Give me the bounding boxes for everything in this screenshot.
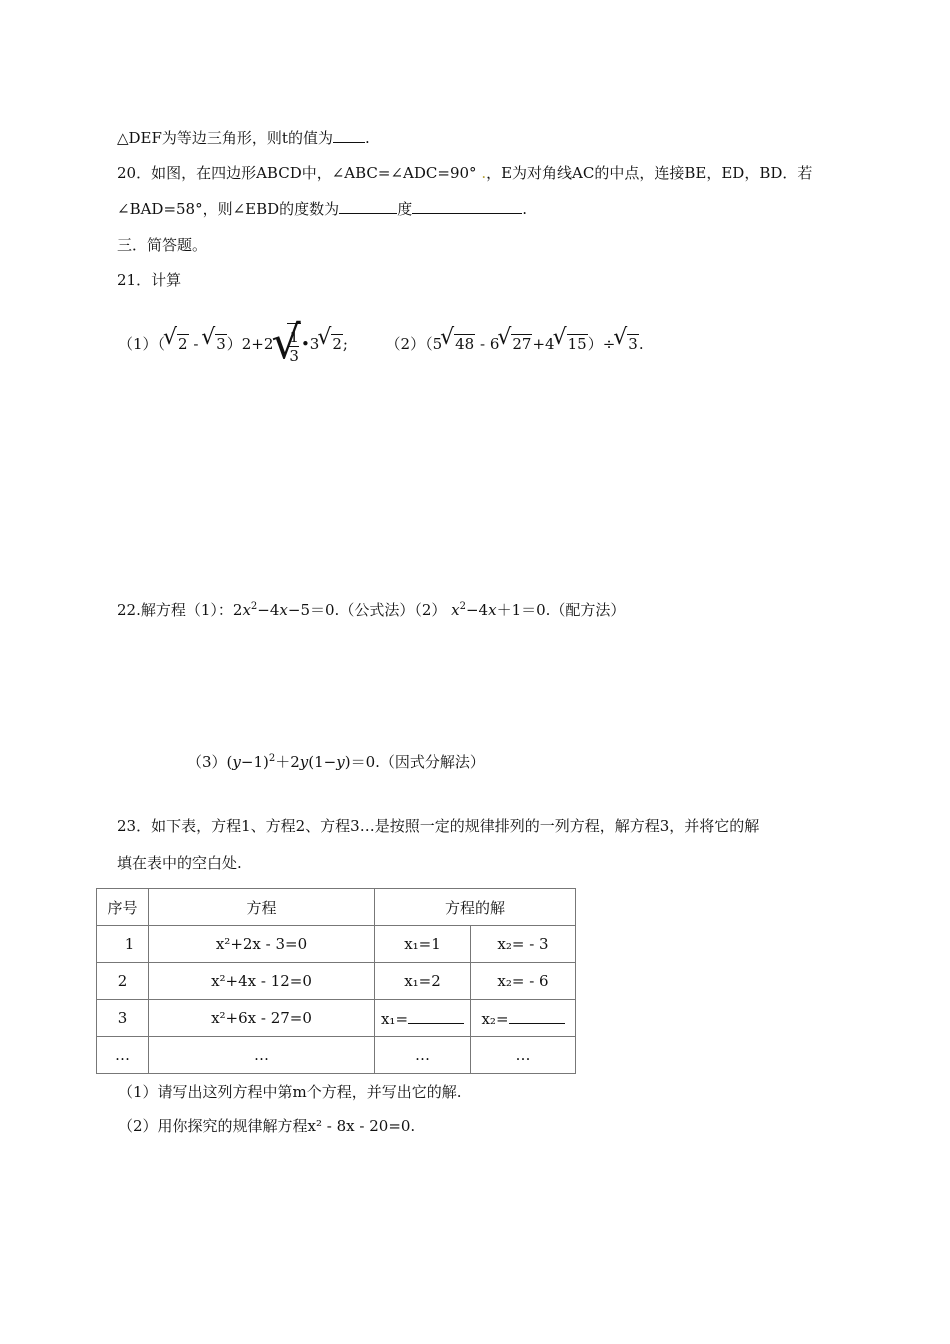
- sqrt-one-third: [273, 323, 301, 368]
- q19-answer-blank[interactable]: [333, 128, 365, 143]
- q21-p1-label: （1）（: [118, 335, 166, 353]
- q23-sub1: （1）请写出这列方程中第m个方程，并写出它的解.: [118, 1083, 462, 1101]
- sqrt-2-a: √ 2: [165, 322, 189, 366]
- row-equation: x²+4x - 12=0: [149, 963, 375, 1000]
- q20-text-a: 20．如图，在四边形ABCD中，∠ABC=∠ADC=90°: [117, 164, 477, 182]
- q20-line1: [117, 163, 812, 183]
- header-equation: 方程: [149, 889, 375, 926]
- q23-sub2: （2）用你探究的规律解方程x² - 8x - 20=0.: [118, 1117, 416, 1135]
- sqrt-48: √ 48: [442, 322, 475, 366]
- q19-tail: [117, 128, 370, 148]
- q20-text-b: ，E为对角线AC的中点，连接BE，ED，BD．若: [486, 164, 813, 182]
- row-no: 2: [97, 963, 149, 1000]
- sqrt-2-b: √ 2: [319, 322, 343, 366]
- frac-num: √ 1: [289, 328, 299, 346]
- sqrt-15: √ 15: [555, 322, 588, 366]
- row-no: …: [97, 1037, 149, 1074]
- row-x2: …: [471, 1037, 576, 1074]
- header-solutions: 方程的解: [375, 889, 576, 926]
- row-x2-answer[interactable]: x₂=: [471, 1000, 576, 1037]
- solutions-table: [96, 888, 576, 1074]
- table-row: [97, 963, 576, 1000]
- sqrt-3-a: √ 3: [203, 322, 227, 366]
- row-equation: …: [149, 1037, 375, 1074]
- q23-line2: 填在表中的空白处.: [117, 854, 242, 872]
- q21-expressions: （1）（√ 2 - √ 3）2+2 √ $\frac{1}{3}$ •3√ 2; （2）（5√ 48 - 6√ 27+4√ 15）÷√ 3.: [118, 322, 644, 366]
- row-x2: x₂= - 6: [471, 963, 576, 1000]
- q19-end: .: [364, 129, 370, 147]
- q23-line1: 23．如下表，方程1、方程2、方程3…是按照一定的规律排列的一列方程，解方程3，并将它的解: [117, 817, 760, 835]
- row-x1-answer[interactable]: x₁=: [375, 1000, 471, 1037]
- q20-unit: 度: [397, 200, 413, 218]
- q22-line1: 22.解方程（1）：$2x^2-4x-5=0$.（公式法）（2） $x^2-4x+1=0$.（配方法）: [117, 601, 626, 619]
- q20-line2: [117, 199, 527, 219]
- row-no: 3: [97, 1000, 149, 1037]
- x2-answer-blank[interactable]: [509, 1009, 565, 1024]
- row-x2: x₂= - 3: [471, 926, 576, 963]
- q21-title: 21．计算: [117, 271, 182, 289]
- header-no: 序号: [97, 889, 149, 926]
- row-x1: x₁=1: [375, 926, 471, 963]
- sqrt-3-b: √ 3: [615, 322, 639, 366]
- sqrt-27: √ 27: [499, 322, 532, 366]
- q20-answer-blank-2[interactable]: [412, 199, 522, 214]
- frac-den: 3: [289, 347, 299, 365]
- row-equation: x²+2x - 3=0: [149, 926, 375, 963]
- row-x1: …: [375, 1037, 471, 1074]
- q20-answer-blank-1[interactable]: [339, 199, 397, 214]
- table-row: [97, 1000, 576, 1037]
- x1-answer-blank[interactable]: [408, 1009, 464, 1024]
- table-row: [97, 926, 576, 963]
- q20-end: .: [522, 200, 527, 218]
- q20-text-c: ∠BAD=58°，则∠EBD的度数为: [117, 200, 340, 218]
- q19-text: △DEF为等边三角形，则t的值为: [117, 129, 333, 147]
- section-heading: 三．简答题。: [117, 236, 208, 254]
- row-x1: x₁=2: [375, 963, 471, 1000]
- q22-line2: $(3)(y-1)^2+2y(1-y)=0$.（因式分解法）: [187, 753, 485, 771]
- row-equation: x²+6x - 27=0: [149, 1000, 375, 1037]
- q21-p2-label: （2）（5: [385, 335, 443, 353]
- table-row: [97, 1037, 576, 1074]
- table-header-row: [97, 889, 576, 926]
- row-no: 1: [97, 926, 149, 963]
- q20-mark: .: [481, 164, 487, 182]
